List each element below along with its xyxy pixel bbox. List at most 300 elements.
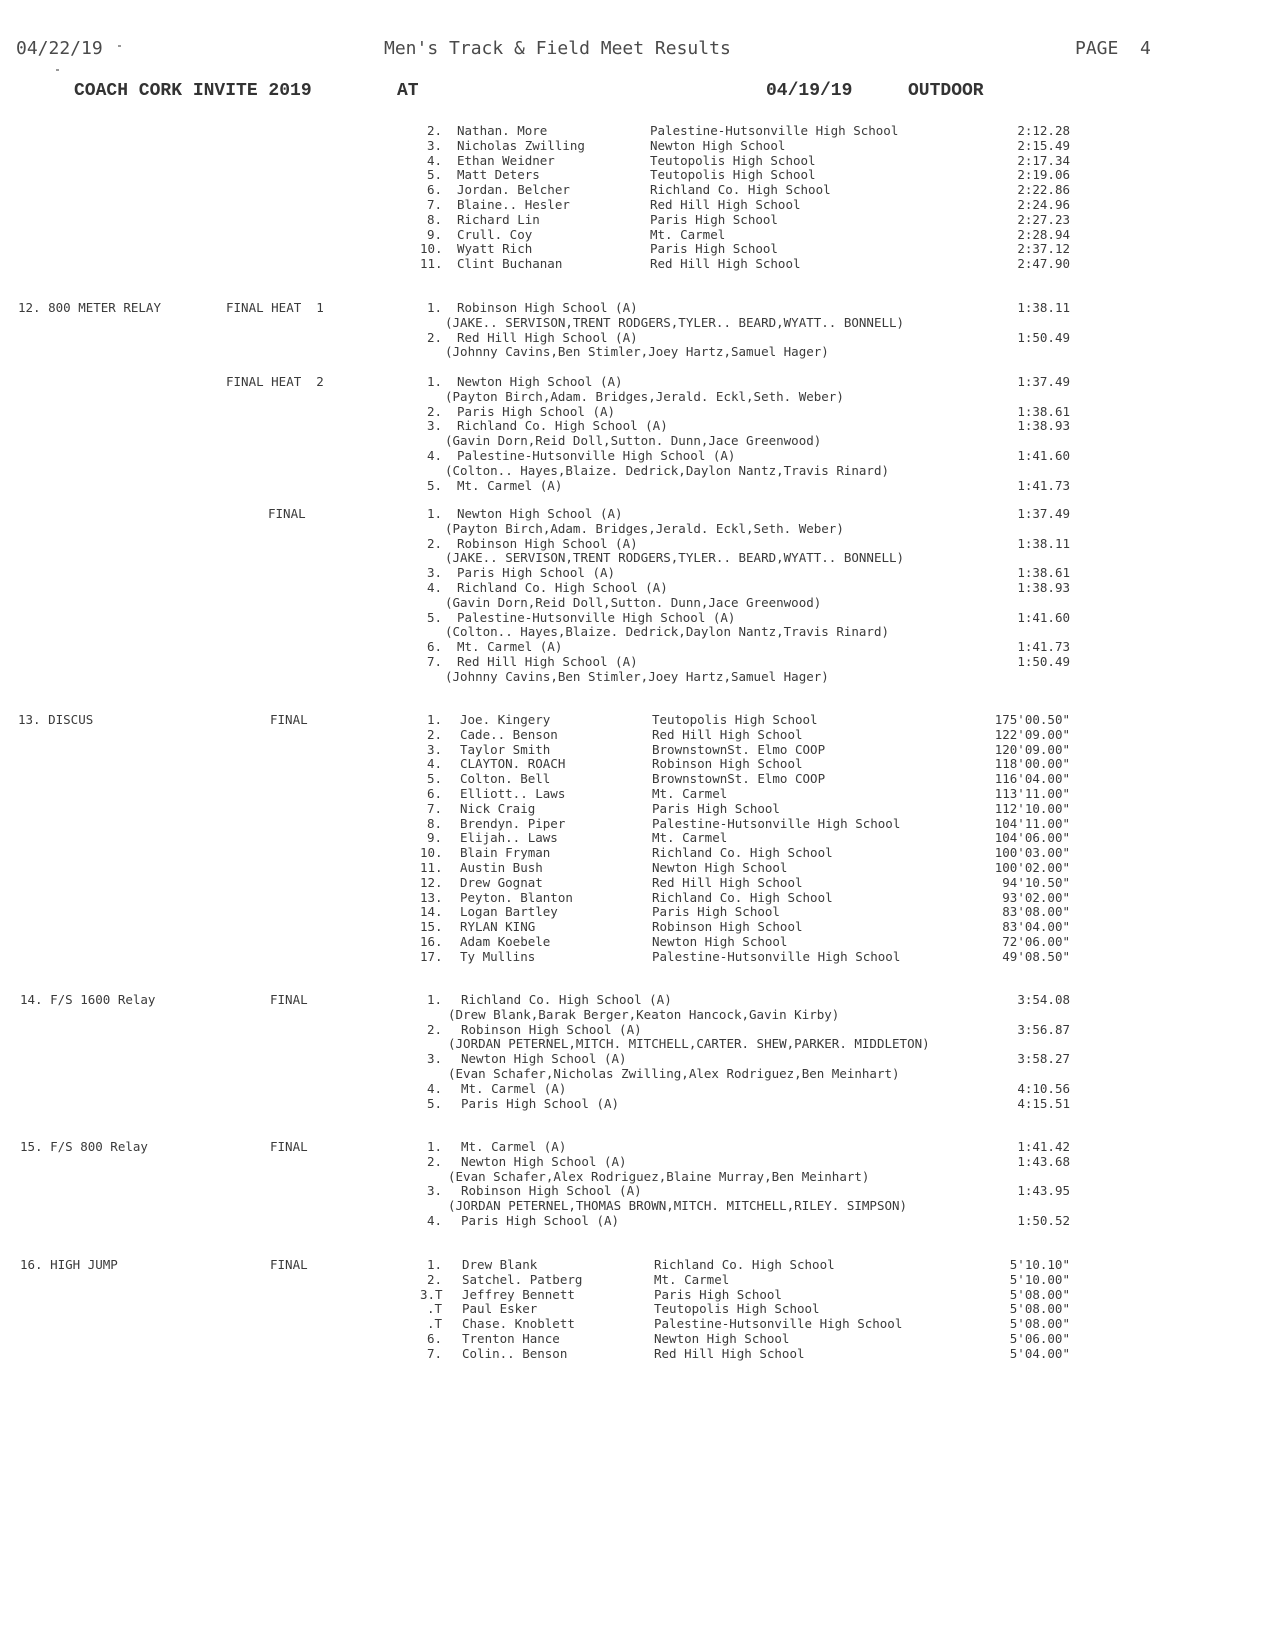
athlete-name: Austin Bush: [460, 860, 543, 875]
team-name: Teutopolis High School: [652, 712, 818, 727]
relay-team: Paris High School (A): [461, 1213, 620, 1228]
team-name: Richland Co. High School: [652, 889, 833, 905]
athlete-name: Chase. Knoblett: [462, 1316, 575, 1332]
relay-team: Robinson High School (A): [461, 1183, 642, 1199]
relay-row: [0, 580, 1275, 595]
relay-team: Paris High School (A): [457, 403, 616, 419]
team-name: BrownstownSt. Elmo COOP: [652, 771, 826, 787]
result-mark: 2:15.49: [1017, 137, 1070, 153]
relay-row: [0, 1139, 1275, 1154]
relay-members-row: [0, 550, 1275, 565]
result-place: 3.T: [420, 1286, 443, 1302]
result-mark: 3:54.08: [1017, 992, 1070, 1007]
athlete-name: Brendyn. Piper: [460, 815, 566, 831]
result-mark: 4:10.56: [1017, 1080, 1070, 1096]
result-mark: 2:17.34: [1017, 152, 1070, 168]
relay-team: Mt. Carmel (A): [461, 1139, 567, 1154]
relay-team: Richland Co. High School (A): [457, 580, 668, 595]
relay-team: Paris High School (A): [457, 565, 616, 581]
relay-team: Newton High School (A): [461, 1051, 627, 1067]
result-row: [0, 875, 1275, 890]
result-place: 1.: [426, 1139, 442, 1154]
relay-row: [0, 1183, 1275, 1198]
result-mark: 100'02.00": [994, 860, 1070, 875]
result-row: [0, 919, 1275, 934]
relay-row: [0, 330, 1275, 345]
event-title: 15. F/S 800 Relay: [20, 1139, 148, 1154]
athlete-name: Nick Craig: [460, 800, 536, 816]
round-label: FINAL: [268, 506, 306, 521]
result-mark: 1:41.60: [1017, 448, 1070, 463]
athlete-name: Wyatt Rich: [457, 241, 533, 257]
relay-members: (Colton.. Hayes,Blaize. Dedrick,Daylon Nantz,Travis Rinard): [445, 624, 890, 640]
result-row: [0, 742, 1275, 757]
result-place: .T: [426, 1301, 442, 1317]
result-mark: 2:37.12: [1017, 241, 1070, 257]
result-mark: 2:22.86: [1017, 182, 1070, 198]
athlete-name: Nathan. More: [457, 123, 548, 138]
relay-team: Newton High School (A): [457, 374, 623, 389]
athlete-name: RYLAN KING: [460, 919, 536, 935]
result-place: 13.: [420, 889, 443, 905]
result-row: [0, 756, 1275, 771]
team-name: Red Hill High School: [650, 197, 801, 212]
event-title: 13. DISCUS: [18, 712, 94, 727]
team-name: Mt. Carmel: [650, 226, 726, 242]
result-mark: 100'03.00": [994, 845, 1070, 861]
result-row: [0, 801, 1275, 816]
result-row: [0, 197, 1275, 212]
result-row: [0, 830, 1275, 845]
result-row: [0, 182, 1275, 197]
athlete-name: CLAYTON. ROACH: [460, 756, 566, 772]
meet-at: AT: [397, 81, 419, 101]
athlete-name: Elliott.. Laws: [460, 786, 566, 801]
athlete-name: Adam Koebele: [460, 934, 551, 949]
relay-members-row: [0, 1066, 1275, 1081]
relay-row: [0, 1051, 1275, 1066]
result-place: 7.: [426, 197, 442, 212]
athlete-name: Logan Bartley: [460, 904, 558, 920]
relay-row: [0, 448, 1275, 463]
relay-members: (JORDAN PETERNEL,THOMAS BROWN,MITCH. MITCHELL,RILEY. SIMPSON): [448, 1198, 908, 1214]
team-name: Robinson High School: [652, 919, 803, 935]
result-mark: 118'00.00": [994, 756, 1070, 772]
team-name: Teutopolis High School: [650, 167, 816, 183]
result-mark: 1:41.60: [1017, 609, 1070, 625]
result-place: 15.: [420, 919, 443, 935]
team-name: Red Hill High School: [654, 1345, 805, 1361]
relay-members-row: [0, 521, 1275, 536]
relay-members-row: [0, 669, 1275, 684]
athlete-name: Colton. Bell: [460, 771, 551, 787]
result-mark: 83'04.00": [1002, 919, 1070, 935]
athlete-name: Paul Esker: [462, 1301, 538, 1317]
result-row: [0, 241, 1275, 256]
event-title: 16. HIGH JUMP: [20, 1257, 118, 1272]
relay-members-row: [0, 624, 1275, 639]
result-mark: 1:50.49: [1017, 654, 1070, 669]
meet-venue: OUTDOOR: [908, 81, 984, 101]
athlete-name: Jeffrey Bennett: [462, 1286, 575, 1302]
result-place: 3.: [426, 565, 442, 581]
athlete-name: Matt Deters: [457, 167, 540, 183]
team-name: Paris High School: [652, 800, 780, 816]
relay-team: Richland Co. High School (A): [461, 992, 672, 1007]
result-place: 3.: [426, 137, 442, 153]
relay-row: [0, 404, 1275, 419]
relay-team: Robinson High School (A): [461, 1021, 642, 1037]
result-mark: 72'06.00": [1002, 934, 1070, 949]
result-mark: 104'11.00": [994, 815, 1070, 831]
relay-team: Robinson High School (A): [457, 300, 638, 315]
result-row: [0, 934, 1275, 949]
result-mark: 3:56.87: [1017, 1021, 1070, 1037]
relay-members: (Payton Birch,Adam. Bridges,Jerald. Eckl,Seth. Weber): [445, 520, 844, 536]
result-place: 6.: [426, 639, 442, 655]
relay-team: Red Hill High School (A): [457, 654, 638, 669]
athlete-name: Peyton. Blanton: [460, 889, 573, 905]
result-place: 5.: [426, 1095, 442, 1111]
result-mark: 1:37.49: [1017, 374, 1070, 389]
relay-team: Mt. Carmel (A): [457, 477, 563, 493]
result-row: [0, 138, 1275, 153]
team-name: Richland Co. High School: [654, 1257, 835, 1272]
result-mark: 112'10.00": [994, 800, 1070, 816]
result-row: [0, 816, 1275, 831]
result-place: 2.: [426, 726, 442, 742]
team-name: Red Hill High School: [650, 256, 801, 272]
relay-members-row: [0, 433, 1275, 448]
result-row: [0, 1331, 1275, 1346]
athlete-name: Jordan. Belcher: [457, 182, 570, 198]
relay-members-row: [0, 344, 1275, 359]
report-title: Men's Track & Field Meet Results: [384, 38, 731, 59]
athlete-name: Ty Mullins: [460, 948, 536, 964]
result-row: [0, 860, 1275, 875]
relay-row: [0, 639, 1275, 654]
result-mark: 122'09.00": [994, 726, 1070, 742]
result-row: [0, 256, 1275, 271]
result-mark: 93'02.00": [1002, 889, 1070, 905]
relay-row: [0, 1213, 1275, 1228]
result-mark: 1:43.95: [1017, 1183, 1070, 1199]
result-place: 4.: [426, 1080, 442, 1096]
relay-members-row: [0, 1036, 1275, 1051]
result-place: 7.: [426, 654, 442, 669]
result-mark: 1:41.73: [1017, 477, 1070, 493]
team-name: Robinson High School: [652, 756, 803, 772]
result-mark: 5'04.00": [1009, 1345, 1070, 1361]
result-row: [0, 727, 1275, 742]
result-place: 2.: [426, 329, 442, 345]
athlete-name: Cade.. Benson: [460, 726, 558, 742]
result-place: 2.: [426, 1021, 442, 1037]
result-row: [0, 845, 1275, 860]
event-title: 14. F/S 1600 Relay: [20, 992, 156, 1007]
team-name: Teutopolis High School: [650, 152, 816, 168]
result-place: 8.: [426, 815, 442, 831]
team-name: Palestine-Hutsonville High School: [650, 123, 899, 138]
result-place: 12.: [420, 874, 443, 890]
relay-row: [0, 506, 1275, 521]
result-place: 9.: [426, 830, 442, 846]
result-row: [0, 1272, 1275, 1287]
result-mark: 2:27.23: [1017, 211, 1070, 227]
result-row: [0, 904, 1275, 919]
athlete-name: Blaine.. Hesler: [457, 197, 570, 212]
relay-members: (Evan Schafer,Nicholas Zwilling,Alex Rodriguez,Ben Meinhart): [448, 1066, 900, 1081]
athlete-name: Nicholas Zwilling: [457, 137, 585, 153]
event-title: 12. 800 METER RELAY: [18, 300, 161, 315]
relay-members-row: [0, 595, 1275, 610]
result-row: [0, 771, 1275, 786]
relay-row: [0, 654, 1275, 669]
result-place: 6.: [426, 182, 442, 198]
relay-team: Palestine-Hutsonville High School (A): [457, 448, 736, 463]
result-mark: 1:37.49: [1017, 506, 1070, 521]
result-place: 9.: [426, 226, 442, 242]
result-place: 11.: [420, 860, 443, 875]
result-mark: 1:41.42: [1017, 1139, 1070, 1154]
relay-team: Palestine-Hutsonville High School (A): [457, 609, 736, 625]
athlete-name: Blain Fryman: [460, 845, 551, 861]
relay-row: [0, 374, 1275, 389]
result-mark: 94'10.50": [1002, 874, 1070, 890]
result-mark: 5'10.10": [1009, 1257, 1070, 1272]
team-name: Newton High School: [654, 1331, 790, 1346]
athlete-name: Drew Gognat: [460, 874, 543, 890]
team-name: Paris High School: [652, 904, 780, 920]
team-name: Paris High School: [650, 241, 778, 257]
result-row: [0, 167, 1275, 182]
team-name: Palestine-Hutsonville High School: [652, 815, 901, 831]
team-name: Newton High School: [652, 934, 788, 949]
result-place: 5.: [426, 167, 442, 183]
result-mark: 1:38.11: [1017, 535, 1070, 551]
team-name: Newton High School: [652, 860, 788, 875]
relay-members-row: [0, 1007, 1275, 1022]
result-row: [0, 1346, 1275, 1361]
relay-members: (JAKE.. SERVISON,TRENT RODGERS,TYLER.. BEARD,WYATT.. BONNELL): [445, 314, 905, 330]
result-place: 10.: [420, 241, 443, 257]
team-name: Richland Co. High School: [652, 845, 833, 861]
meet-name: COACH CORK INVITE 2019: [74, 81, 312, 101]
result-place: 4.: [426, 580, 442, 595]
relay-row: [0, 992, 1275, 1007]
relay-team: Paris High School (A): [461, 1095, 620, 1111]
relay-row: [0, 610, 1275, 625]
relay-members: (Evan Schafer,Alex Rodriguez,Blaine Murray,Ben Meinhart): [448, 1168, 870, 1184]
relay-members-row: [0, 1169, 1275, 1184]
result-place: 10.: [420, 845, 443, 861]
relay-row: [0, 1022, 1275, 1037]
result-row: [0, 1287, 1275, 1302]
result-place: 4.: [426, 1213, 442, 1228]
team-name: Red Hill High School: [652, 726, 803, 742]
result-mark: 83'08.00": [1002, 904, 1070, 920]
team-name: Paris High School: [650, 211, 778, 227]
result-place: 1.: [426, 506, 442, 521]
team-name: Palestine-Hutsonville High School: [652, 948, 901, 964]
round-label: FINAL: [270, 1139, 308, 1154]
team-name: Mt. Carmel: [652, 786, 728, 801]
relay-members-row: [0, 315, 1275, 330]
result-mark: 3:58.27: [1017, 1051, 1070, 1067]
relay-team: Newton High School (A): [457, 506, 623, 521]
result-mark: 2:47.90: [1017, 256, 1070, 272]
relay-row: [0, 300, 1275, 315]
result-place: 16.: [420, 934, 443, 949]
relay-team: Mt. Carmel (A): [461, 1080, 567, 1096]
result-place: 7.: [426, 1345, 442, 1361]
result-mark: 49'08.50": [1002, 948, 1070, 964]
result-place: 2.: [426, 1271, 442, 1287]
result-row: [0, 227, 1275, 242]
athlete-name: Joe. Kingery: [460, 712, 551, 727]
relay-members-row: [0, 463, 1275, 478]
result-place: 8.: [426, 211, 442, 227]
result-place: 6.: [426, 786, 442, 801]
result-mark: 1:38.93: [1017, 418, 1070, 434]
result-mark: 5'10.00": [1009, 1271, 1070, 1287]
athlete-name: Satchel. Patberg: [462, 1271, 583, 1287]
result-place: 5.: [426, 771, 442, 787]
result-place: 3.: [426, 418, 442, 434]
relay-members: (Colton.. Hayes,Blaize. Dedrick,Daylon Nantz,Travis Rinard): [445, 462, 890, 478]
result-row: [0, 1257, 1275, 1272]
round-label: FINAL HEAT 1: [226, 300, 324, 315]
athlete-name: Colin.. Benson: [462, 1345, 568, 1361]
result-mark: 1:50.52: [1017, 1213, 1070, 1228]
scan-speck: [56, 69, 59, 71]
result-place: 4.: [426, 448, 442, 463]
result-place: 3.: [426, 741, 442, 757]
result-place: 4.: [426, 152, 442, 168]
relay-row: [0, 1081, 1275, 1096]
result-mark: 1:41.73: [1017, 639, 1070, 655]
relay-team: Mt. Carmel (A): [457, 639, 563, 655]
team-name: Newton High School: [650, 137, 786, 153]
relay-members: (JORDAN PETERNEL,MITCH. MITCHELL,CARTER. SHEW,PARKER. MIDDLETON): [448, 1036, 930, 1052]
result-mark: 1:38.61: [1017, 403, 1070, 419]
athlete-name: Taylor Smith: [460, 741, 551, 757]
round-label: FINAL: [270, 712, 308, 727]
athlete-name: Richard Lin: [457, 211, 540, 227]
result-row: [0, 890, 1275, 905]
result-place: 17.: [420, 948, 443, 964]
relay-members: (Payton Birch,Adam. Bridges,Jerald. Eckl,Seth. Weber): [445, 388, 844, 404]
relay-team: Richland Co. High School (A): [457, 418, 668, 434]
relay-members-row: [0, 389, 1275, 404]
result-place: 5.: [426, 609, 442, 625]
result-mark: 4:15.51: [1017, 1095, 1070, 1111]
result-mark: 5'08.00": [1009, 1316, 1070, 1332]
relay-row: [0, 536, 1275, 551]
result-mark: 2:24.96: [1017, 197, 1070, 212]
result-place: 1.: [426, 1257, 442, 1272]
round-label: FINAL: [270, 992, 308, 1007]
result-mark: 175'00.50": [994, 712, 1070, 727]
result-row: [0, 949, 1275, 964]
result-place: 3.: [426, 1183, 442, 1199]
result-mark: 116'04.00": [994, 771, 1070, 787]
result-place: 1.: [426, 712, 442, 727]
relay-row: [0, 1154, 1275, 1169]
result-mark: 1:38.93: [1017, 580, 1070, 595]
relay-row: [0, 418, 1275, 433]
result-place: 2.: [426, 535, 442, 551]
team-name: Mt. Carmel: [652, 830, 728, 846]
result-mark: 5'06.00": [1009, 1331, 1070, 1346]
relay-row: [0, 1096, 1275, 1111]
result-place: 7.: [426, 800, 442, 816]
team-name: Red Hill High School: [652, 874, 803, 890]
relay-members-row: [0, 1198, 1275, 1213]
result-row: [0, 1316, 1275, 1331]
athlete-name: Ethan Weidner: [457, 152, 555, 168]
result-place: 4.: [426, 756, 442, 772]
result-place: 14.: [420, 904, 443, 920]
result-mark: 1:43.68: [1017, 1153, 1070, 1169]
relay-row: [0, 565, 1275, 580]
result-row: [0, 712, 1275, 727]
result-place: 2.: [426, 403, 442, 419]
team-name: Richland Co. High School: [650, 182, 831, 198]
result-row: [0, 123, 1275, 138]
result-row: [0, 1301, 1275, 1316]
team-name: Teutopolis High School: [654, 1301, 820, 1317]
result-mark: 2:12.28: [1017, 123, 1070, 138]
result-mark: 2:28.94: [1017, 226, 1070, 242]
relay-members: (Johnny Cavins,Ben Stimler,Joey Hartz,Samuel Hager): [445, 668, 829, 684]
result-place: 5.: [426, 477, 442, 493]
relay-members: (Gavin Dorn,Reid Doll,Sutton. Dunn,Jace Greenwood): [445, 433, 822, 449]
result-place: 11.: [420, 256, 443, 272]
relay-members: (Drew Blank,Barak Berger,Keaton Hancock,Gavin Kirby): [448, 1006, 840, 1022]
page-number: PAGE 4: [1075, 38, 1151, 59]
relay-members: (JAKE.. SERVISON,TRENT RODGERS,TYLER.. BEARD,WYATT.. BONNELL): [445, 550, 905, 566]
result-mark: 1:50.49: [1017, 329, 1070, 345]
round-label: FINAL HEAT 2: [226, 374, 324, 389]
relay-row: [0, 478, 1275, 493]
team-name: Mt. Carmel: [654, 1271, 730, 1287]
scan-speck: [118, 45, 121, 47]
athlete-name: Elijah.. Laws: [460, 830, 558, 846]
result-place: 2.: [426, 123, 442, 138]
report-date: 04/22/19: [16, 38, 103, 59]
result-mark: 120'09.00": [994, 741, 1070, 757]
team-name: Palestine-Hutsonville High School: [654, 1316, 903, 1332]
result-mark: 1:38.61: [1017, 565, 1070, 581]
result-place: 1.: [426, 374, 442, 389]
athlete-name: Clint Buchanan: [457, 256, 563, 272]
result-place: 1.: [426, 992, 442, 1007]
result-mark: 5'08.00": [1009, 1286, 1070, 1302]
relay-team: Robinson High School (A): [457, 535, 638, 551]
result-place: .T: [426, 1316, 442, 1332]
relay-members: (Johnny Cavins,Ben Stimler,Joey Hartz,Samuel Hager): [445, 344, 829, 360]
relay-team: Red Hill High School (A): [457, 329, 638, 345]
result-mark: 104'06.00": [994, 830, 1070, 846]
result-place: 1.: [426, 300, 442, 315]
athlete-name: Drew Blank: [462, 1257, 538, 1272]
athlete-name: Crull. Coy: [457, 226, 533, 242]
team-name: BrownstownSt. Elmo COOP: [652, 741, 826, 757]
round-label: FINAL: [270, 1257, 308, 1272]
result-place: 3.: [426, 1051, 442, 1067]
relay-team: Newton High School (A): [461, 1153, 627, 1169]
